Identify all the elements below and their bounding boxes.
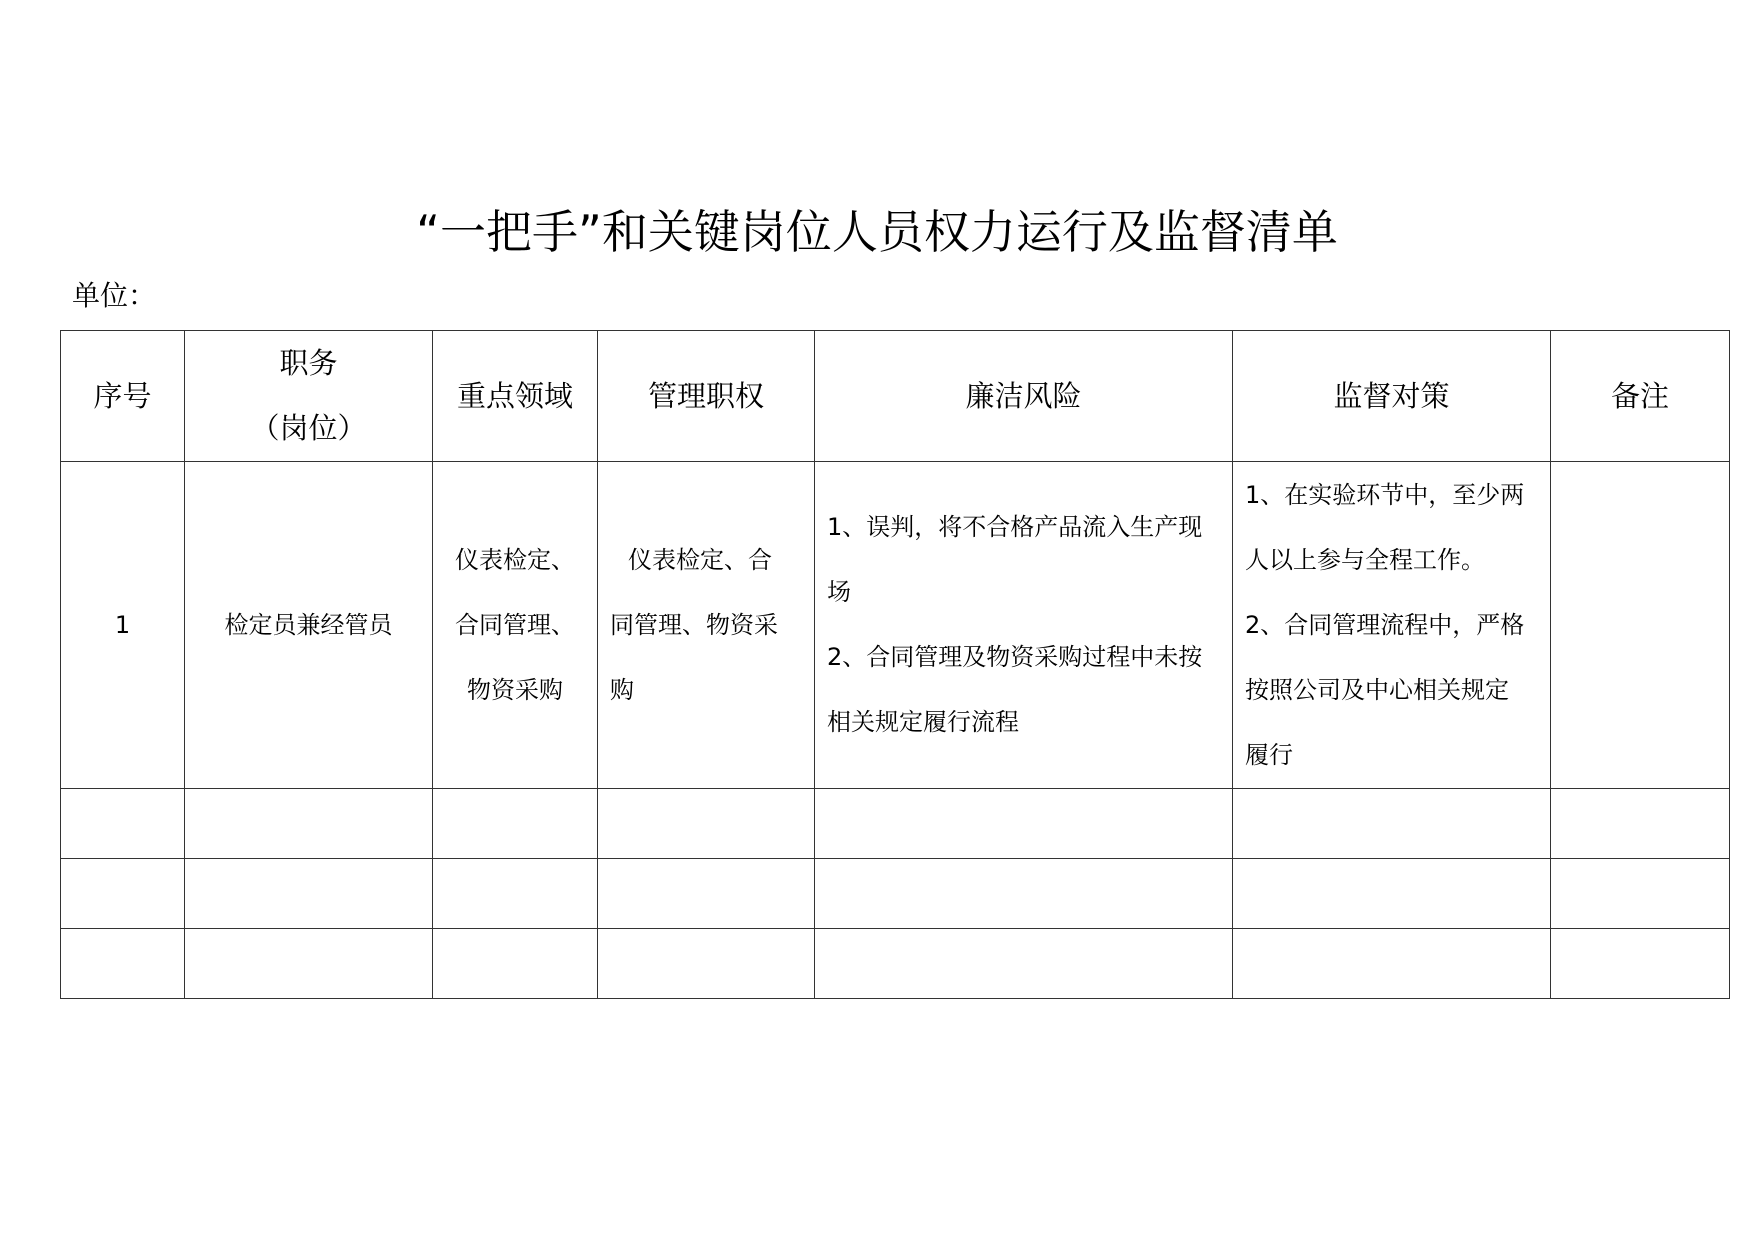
supervision-table [60, 330, 1730, 999]
header-position-line1: 职务 [279, 346, 338, 380]
header-position-line2: （岗位） [250, 411, 367, 445]
header-countermeasure: 监督对策 [1233, 331, 1551, 462]
empty-cell [1551, 929, 1730, 999]
header-authority: 管理职权 [598, 331, 815, 462]
unit-label: 单位： [72, 279, 157, 312]
countermeasure-line: 按照公司及中心相关规定 [1245, 675, 1509, 704]
empty-cell [1551, 789, 1730, 859]
empty-cell [1233, 929, 1551, 999]
countermeasure-line: 1、在实验环节中，至少两 [1245, 480, 1525, 509]
header-seq: 序号 [61, 331, 185, 462]
cell-key-area [433, 462, 598, 789]
cell-authority [598, 462, 815, 789]
empty-cell [815, 789, 1233, 859]
risk-line: 1、误判，将不合格产品流入生产现 [827, 513, 1203, 541]
empty-cell [185, 789, 433, 859]
empty-cell [815, 859, 1233, 929]
empty-cell [598, 929, 815, 999]
table-row [61, 462, 1730, 789]
cell-seq: 1 [61, 462, 185, 789]
empty-cell [185, 929, 433, 999]
empty-cell [61, 789, 185, 859]
empty-cell [815, 929, 1233, 999]
header-risk: 廉洁风险 [815, 331, 1233, 462]
risk-line: 2、合同管理及物资采购过程中未按 [827, 643, 1203, 671]
empty-cell [61, 859, 185, 929]
empty-cell [1233, 789, 1551, 859]
empty-cell [433, 859, 598, 929]
empty-cell [61, 929, 185, 999]
authority-line: 同管理、物资采 [610, 610, 778, 639]
empty-cell [598, 789, 815, 859]
header-key-area: 重点领域 [433, 331, 598, 462]
header-position [185, 331, 433, 462]
empty-cell [598, 859, 815, 929]
cell-remarks [1551, 462, 1730, 789]
key-area-line: 合同管理、 [455, 610, 575, 639]
table-row-empty [61, 789, 1730, 859]
empty-cell [433, 789, 598, 859]
authority-line: 购 [610, 675, 634, 704]
header-remarks: 备注 [1551, 331, 1730, 462]
cell-countermeasure [1233, 462, 1551, 789]
empty-cell [185, 859, 433, 929]
countermeasure-line: 履行 [1245, 740, 1293, 769]
empty-cell [433, 929, 598, 999]
authority-line: 仪表检定、合 [628, 545, 772, 574]
table-row-empty [61, 859, 1730, 929]
table-header-row [61, 331, 1730, 462]
empty-cell [1551, 859, 1730, 929]
risk-line: 相关规定履行流程 [827, 708, 1019, 736]
empty-cell [1233, 859, 1551, 929]
key-area-line: 物资采购 [467, 675, 563, 704]
cell-position: 检定员兼经管员 [185, 462, 433, 789]
key-area-line: 仪表检定、 [455, 545, 575, 574]
countermeasure-line: 2、合同管理流程中，严格 [1245, 610, 1525, 639]
document-title: “一把手”和关键岗位人员权力运行及监督清单 [416, 205, 1338, 259]
table-row-empty [61, 929, 1730, 999]
cell-risk [815, 462, 1233, 789]
countermeasure-line: 人以上参与全程工作。 [1245, 545, 1485, 574]
risk-line: 场 [827, 578, 851, 606]
